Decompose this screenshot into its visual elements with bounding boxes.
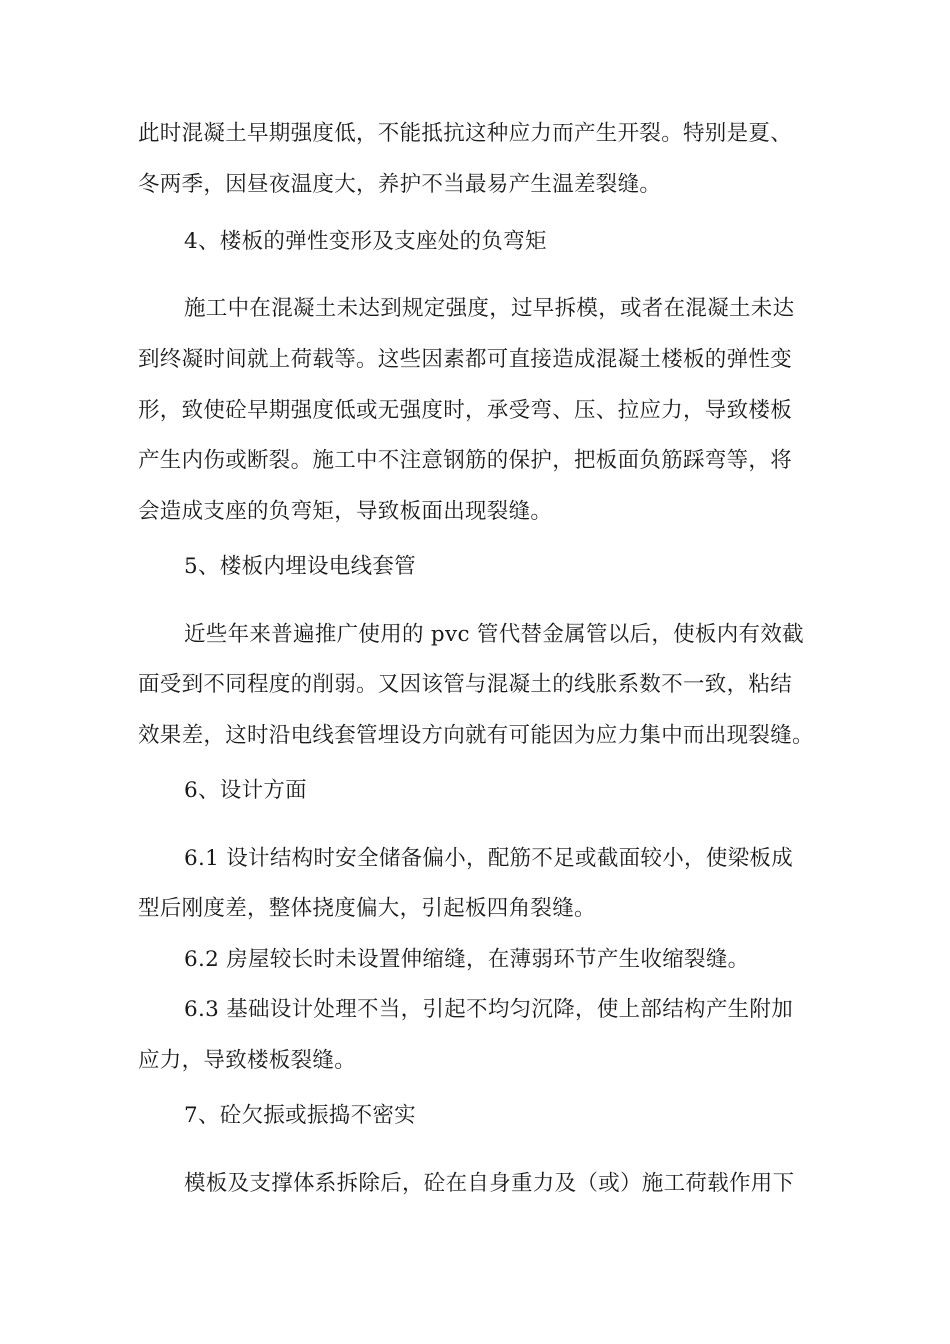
body-text-line: 施工中在混凝土未达到规定强度，过早拆模，或者在混凝土未达 <box>184 296 795 321</box>
section-heading-6: 6、设计方面 <box>184 778 307 803</box>
body-text-line: 到终凝时间就上荷载等。这些因素都可直接造成混凝土楼板的弹性变 <box>138 347 793 372</box>
body-text-line: 冬两季，因昼夜温度大，养护不当最易产生温差裂缝。 <box>138 172 662 197</box>
subsection-6-1: 6.1 设计结构时安全储备偏小，配筋不足或截面较小，使梁板成 <box>184 846 794 871</box>
body-text-line: 此时混凝土早期强度低，不能抵抗这种应力而产生开裂。特别是夏、 <box>138 121 793 146</box>
subsection-6-2: 6.2 房屋较长时未设置伸缩缝，在薄弱环节产生收缩裂缝。 <box>184 947 750 972</box>
body-text-line: 模板及支撑体系拆除后，砼在自身重力及（或）施工荷载作用下 <box>184 1171 795 1196</box>
section-heading-5: 5、楼板内埋设电线套管 <box>184 554 416 579</box>
body-text-line: 近些年来普遍推广使用的 pvc 管代替金属管以后，使板内有效截 <box>184 622 804 647</box>
body-text-line: 形，致使砼早期强度低或无强度时，承受弯、压、拉应力，导致楼板 <box>138 398 793 423</box>
subsection-6-3: 6.3 基础设计处理不当，引起不均匀沉降，使上部结构产生附加 <box>184 997 794 1022</box>
body-text-line: 效果差，这时沿电线套管埋设方向就有可能因为应力集中而出现裂缝。 <box>138 723 814 748</box>
body-text-line: 应力，导致楼板裂缝。 <box>138 1048 357 1073</box>
body-text-line: 会造成支座的负弯矩，导致板面出现裂缝。 <box>138 499 553 524</box>
section-heading-7: 7、砼欠振或振捣不密实 <box>184 1103 416 1128</box>
body-text-line: 面受到不同程度的削弱。又因该管与混凝土的线胀系数不一致，粘结 <box>138 672 793 697</box>
section-heading-4: 4、楼板的弹性变形及支座处的负弯矩 <box>184 229 547 254</box>
body-text-line: 型后刚度差，整体挠度偏大，引起板四角裂缝。 <box>138 896 596 921</box>
body-text-line: 产生内伤或断裂。施工中不注意钢筋的保护，把板面负筋踩弯等，将 <box>138 448 793 473</box>
